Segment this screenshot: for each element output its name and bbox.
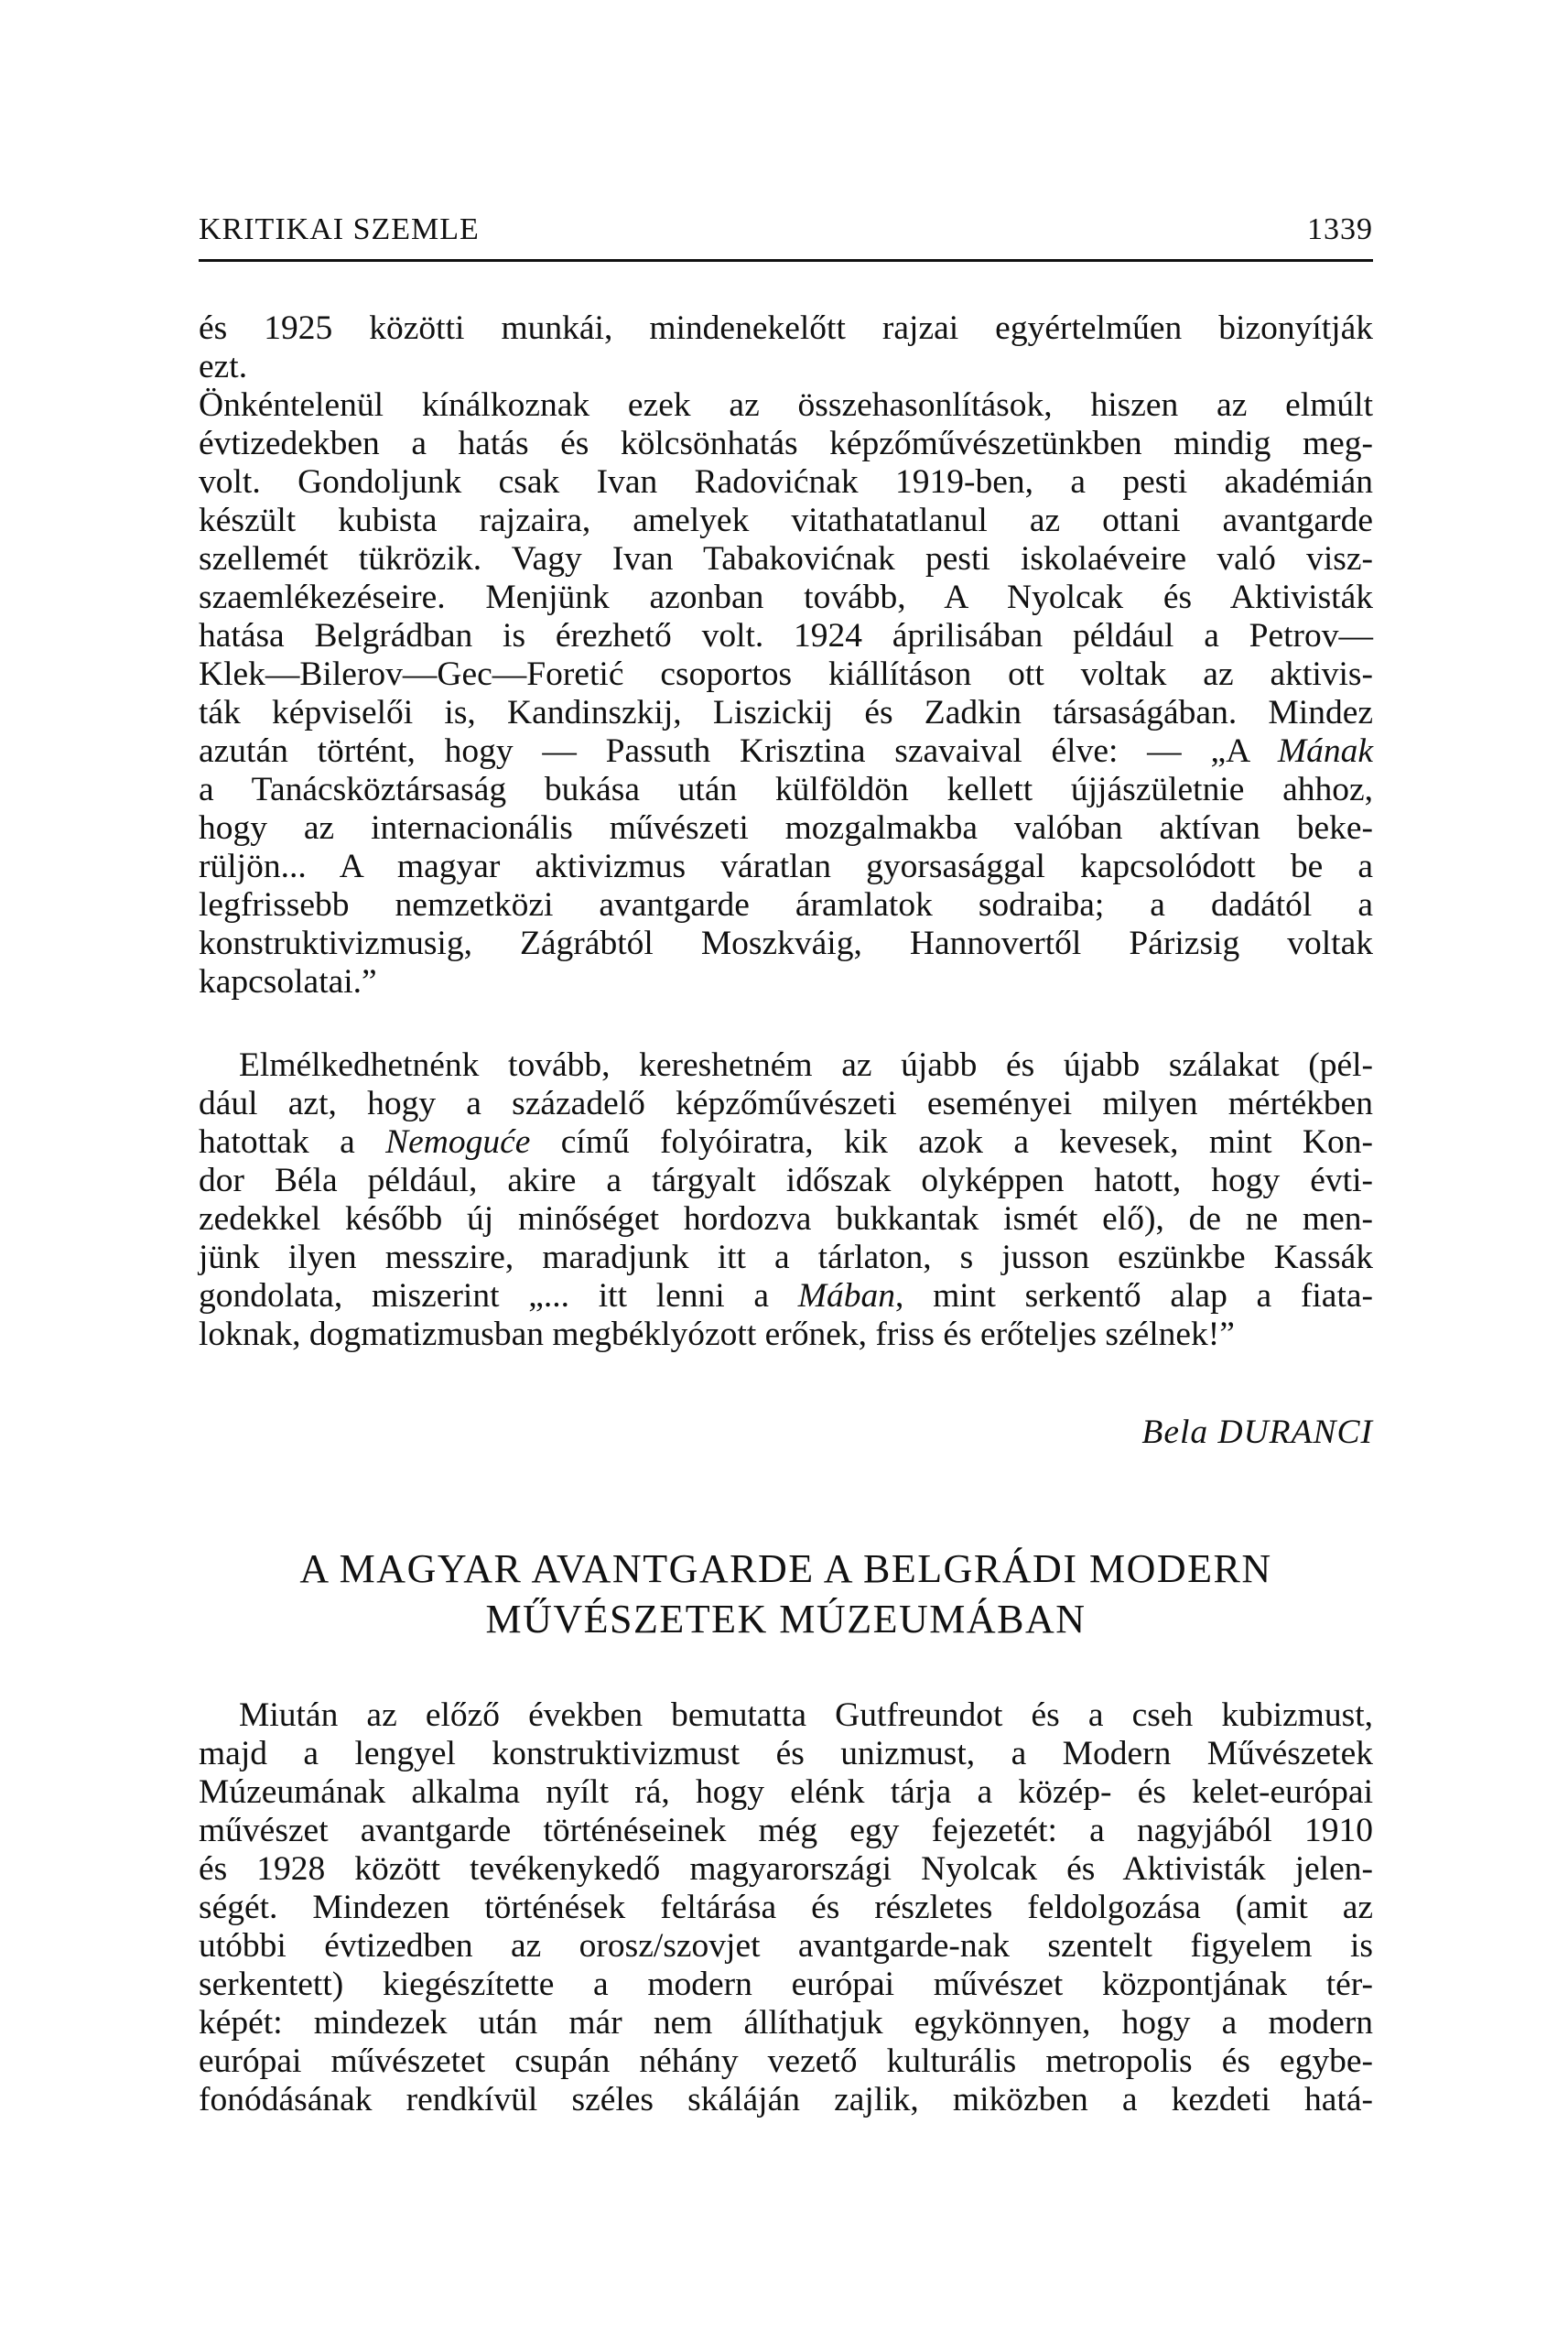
text-line: dor Béla például, akire a tárgyalt időszak olyképpen hatott, hogy évti-	[199, 1162, 1373, 1199]
text-line: dául azt, hogy a századelő képzőművészeti eseményei milyen mértékben	[199, 1085, 1373, 1122]
paragraph-exhibition	[199, 1696, 1373, 2119]
text-line: a Tanácsköztársaság bukása után külföldön kellett újjászületnie ahhoz,	[199, 771, 1373, 808]
journal-section-title: KRITIKAI SZEMLE	[199, 212, 480, 246]
text-line: Klek—Bilerov—Gec—Foretić csoportos kiállításon ott voltak az aktivis-	[199, 655, 1373, 693]
italic-title: Nemoguće	[385, 1123, 531, 1161]
text-line: készült kubista rajzaira, amelyek vitathatatlanul az ottani avantgarde	[199, 502, 1373, 539]
text-line: Önkéntelenül kínálkoznak ezek az összehasonlítások, hiszen az elmúlt	[199, 386, 1373, 424]
text-line: Múzeumának alkalma nyílt rá, hogy elénk tárja a közép- és kelet-európai	[199, 1773, 1373, 1811]
text-line: évtizedekben a hatás és kölcsönhatás képzőművészetünkben mindig meg-	[199, 425, 1373, 462]
text-line: utóbbi évtizedben az orosz/szovjet avantgarde-nak szentelt figyelem is	[199, 1927, 1373, 1965]
text-line: ségét. Mindezen történések feltárása és részletes feldolgozása (amit az	[199, 1889, 1373, 1926]
text-line: kapcsolatai.”	[199, 963, 377, 1001]
text-line: zedekkel később új minőséget hordozva bukkantak ismét elő), de ne men-	[199, 1200, 1373, 1238]
italic-title: Mában	[797, 1277, 896, 1315]
text-line: gondolata, miszerint „... itt lenni a Mában, mint serkentő alap a fiata-	[199, 1277, 1374, 1315]
paragraph-continued	[199, 309, 1373, 386]
text-line: fonódásának rendkívül széles skáláján zajlik, miközben a kezdeti hatá-	[199, 2081, 1373, 2118]
paragraph-reflections	[199, 1046, 1373, 1354]
text-line: szaemlékezéseire. Menjünk azonban tovább, A Nyolcak és Aktivisták	[199, 579, 1373, 616]
text-line: Miután az előző években bemutatta Gutfreundot és a cseh kubizmust,	[239, 1696, 1373, 1734]
article-heading-line-2: MŰVÉSZETEK MÚZEUMÁBAN	[485, 1597, 1087, 1641]
text-line: szellemét tükrözik. Vagy Ivan Tabakovićnak pesti iskolaéveire való visz-	[199, 540, 1373, 578]
text-line: hogy az internacionális művészeti mozgalmakba valóban aktívan beke-	[199, 809, 1373, 847]
text-line: azután történt, hogy — Passuth Krisztina szavaival élve: — „A Mának	[199, 732, 1373, 770]
article-heading-line-1: A MAGYAR AVANTGARDE A BELGRÁDI MODERN	[299, 1546, 1272, 1591]
italic-title: Mának	[1277, 732, 1373, 770]
author-signature: Bela DURANCI	[1141, 1414, 1373, 1451]
text-line: loknak, dogmatizmusban megbéklyózott erőnek, friss és erőteljes szélnek!”	[199, 1316, 1235, 1353]
text-line: ták képviselői is, Kandinszkij, Liszickij és Zadkin társaságában. Mindez	[199, 694, 1373, 731]
text-line: európai művészetet csupán néhány vezető kulturális metropolis és egybe-	[199, 2042, 1373, 2080]
paragraph-comparisons	[199, 386, 1373, 1002]
text-line: és 1925 közötti munkái, mindenekelőtt rajzai egyértelműen bizonyítják	[199, 309, 1373, 347]
text-line: majd a lengyel konstruktivizmust és unizmust, a Modern Művészetek	[199, 1735, 1373, 1772]
running-head	[199, 212, 1373, 253]
text-line: konstruktivizmusig, Zágrábtól Moszkváig, Hannovertől Párizsig voltak	[199, 925, 1373, 962]
text-line: ezt.	[199, 348, 248, 385]
text-line: legfrissebb nemzetközi avantgarde áramlatok sodraiba; a dadától a	[199, 886, 1373, 924]
text-line: Elmélkedhetnénk tovább, kereshetném az újabb és újabb szálakat (pél-	[239, 1046, 1373, 1084]
text-line-content: hatottak a Nemoguće című folyóiratra, kik azok a kevesek, mint Kon-	[199, 1123, 1373, 1161]
page-number: 1339	[1307, 212, 1373, 246]
text-line: képét: mindezek után már nem állíthatjuk egykönnyen, hogy a modern	[199, 2004, 1373, 2042]
text-line: művészet avantgarde történéseinek még egy fejezetét: a nagyjából 1910	[199, 1812, 1373, 1849]
text-line	[199, 1123, 1373, 1162]
text-line: hatása Belgrádban is érezhető volt. 1924 áprilisában például a Petrov—	[199, 617, 1373, 655]
text-line: és 1928 között tevékenykedő magyarországi Nyolcak és Aktivisták jelen-	[199, 1850, 1373, 1888]
text-line: jünk ilyen messzire, maradjunk itt a tárlaton, s jusson eszünkbe Kassák	[199, 1239, 1373, 1276]
text-line: volt. Gondoljunk csak Ivan Radovićnak 1919-ben, a pesti akadémián	[199, 463, 1373, 501]
text-line: serkentett) kiegészítette a modern európai művészet központjának tér-	[199, 1966, 1373, 2003]
header-rule	[199, 259, 1373, 262]
text-line: rüljön... A magyar aktivizmus váratlan gyorsasággal kapcsolódott be a	[199, 848, 1373, 885]
